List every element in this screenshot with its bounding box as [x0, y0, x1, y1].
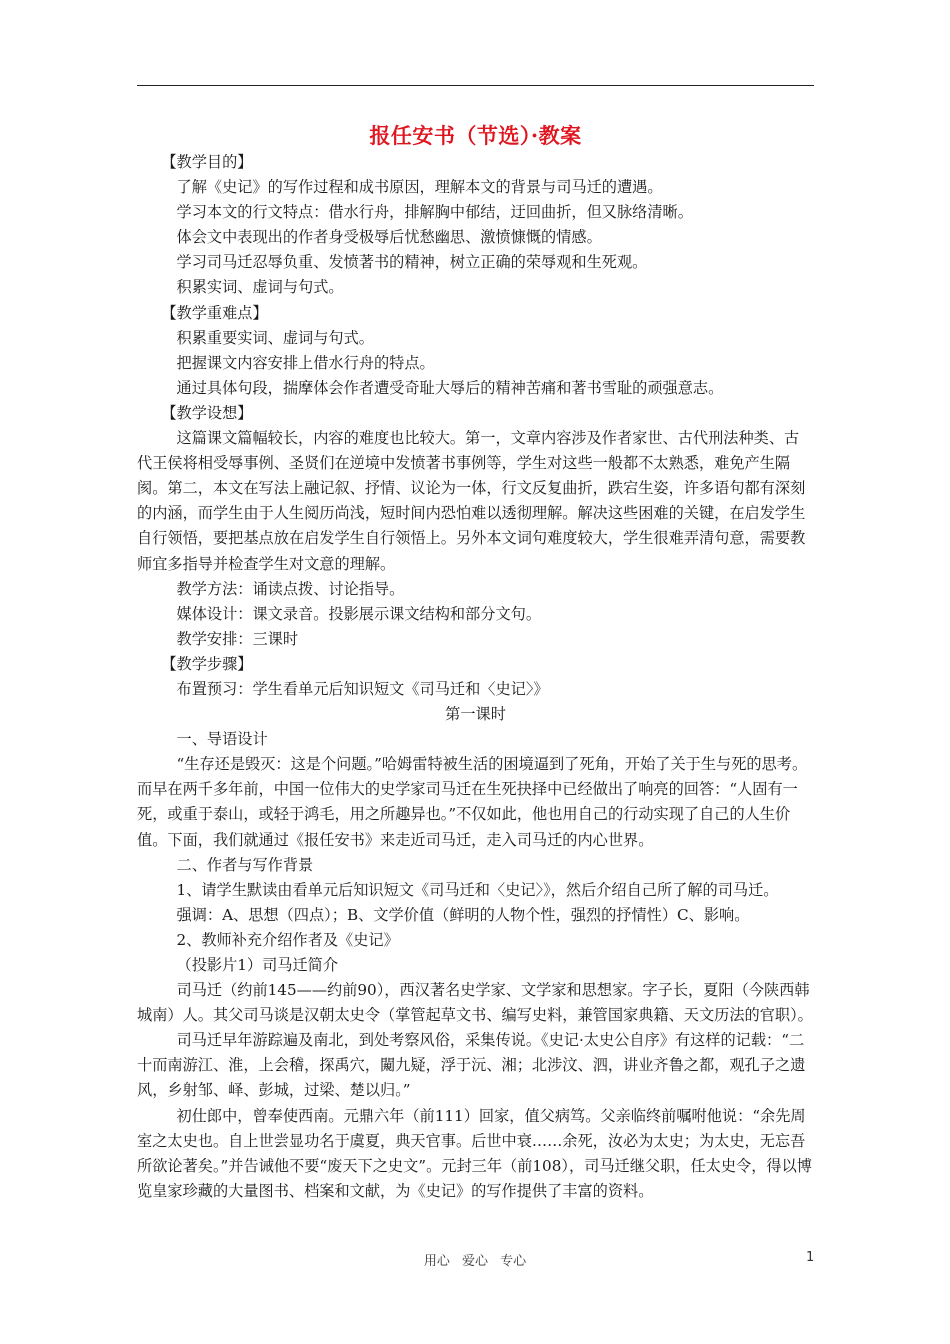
footer-motto: 用心 爱心 专心 — [423, 1254, 527, 1269]
lesson-heading: 第一课时 — [445, 705, 506, 724]
section-heading: 【教学目的】 — [161, 153, 253, 171]
paragraph: 初仕郎中，曾奉使西南。元鼎六年（前111）回家，值父病笃。父亲临终前嘱咐他说：“余先周室之太史也。自上世尝显功名于虞夏，典天官事。后世中衰……余死，汝必为太史；为太史，无忘吾所欲论著矣。”并告诫他不要“废天下之史文”。元封三年（前108），司马迁继父职，任太史令，得以博览皇家珍藏的大量图书、档案和文献，为《史记》的写作提供了丰富的资料。 — [137, 1106, 812, 1200]
paragraph: 学习本文的行文特点：借水行舟，排解胸中郁结，迂回曲折，但又脉络清晰。 — [176, 203, 693, 222]
paragraph: （投影片1）司马迁简介 — [176, 956, 339, 974]
section-heading: 【教学重难点】 — [161, 303, 268, 322]
paragraph: 通过具体句段，揣摩体会作者遭受奇耻大辱后的精神苦痛和著书雪耻的顽强意志。 — [176, 378, 724, 397]
paragraph: 二、作者与写作背景 — [176, 855, 314, 874]
section-heading: 【教学设想】 — [161, 403, 253, 422]
paragraph: 司马迁（约前145——约前90），西汉著名史学家、文学家和思想家。字子长，夏阳（今陕西韩城南）人。其父司马谈是汉朝太史令（掌管起草文书、编写史料，兼管国家典籍、天文历法的官职）。 — [137, 981, 813, 1025]
paragraph: 2、教师补充介绍作者及《史记》 — [176, 930, 399, 949]
paragraph: 体会文中表现出的作者身受极辱后忧愁幽思、激愤慷慨的情感。 — [176, 228, 602, 247]
paragraph: 了解《史记》的写作过程和成书原因，理解本文的背景与司马迁的遭遇。 — [176, 178, 663, 197]
paragraph: 教学方法：诵读点拨、讨论指导。 — [176, 579, 405, 598]
paragraph: “生存还是毁灭：这是个问题。”哈姆雷特被生活的困境逼到了死角，开始了关于生与死的思考。而早在两千多年前，中国一位伟大的史学家司马迁在生死抉择中已经做出了响亮的回答：“人固有一死，或重于泰山，或轻于鸿毛，用之所趣异也。”不仅如此，他也用自己的行动实现了自己的人生价值。下面，我们就通过《报任安书》来走近司马迁，走入司马迁的内心世界。 — [137, 755, 808, 849]
paragraph: 布置预习：学生看单元后知识短文《司马迁和〈史记〉》 — [176, 679, 549, 698]
document-body — [137, 150, 814, 1204]
paragraph: 1、请学生默读由看单元后知识短文《司马迁和〈史记〉》，然后介绍自己所了解的司马迁。 — [176, 880, 779, 899]
paragraph: 把握课文内容安排上借水行舟的特点。 — [176, 353, 435, 372]
paragraph: 教学安排：三课时 — [176, 629, 299, 648]
paragraph: 媒体设计：课文录音。投影展示课文结构和部分文句。 — [176, 604, 542, 623]
page-number: 1 — [806, 1250, 815, 1265]
paragraph: 这篇课文篇幅较长，内容的难度也比较大。第一，文章内容涉及作者家世、古代刑法种类、古代王侯将相受辱事例、圣贤们在逆境中发愤著书事例等，学生对这些一般都不太熟悉，难免产生隔阂。第二，本文在写法上融记叙、抒情、议论为一体，行文反复曲折，跌宕生姿，许多语句都有深刻的内涵，而学生由于人生阅历尚浅，短时间内恐怕难以透彻理解。解决这些困难的关键，在启发学生自行领悟，要把基点放在启发学生自行领悟上。另外本文词句难度较大，学生很难弄清句意，需要教师宜多指导并检查学生对文意的理解。 — [137, 429, 806, 573]
paragraph: 司马迁早年游踪遍及南北，到处考察风俗，采集传说。《史记·太史公自序》有这样的记载：“二十而南游江、淮，上会稽，探禹穴，闚九疑，浮于沅、湘；北涉汶、泗，讲业齐鲁之都，观孔子之遗风，乡射邹、峄、彭城，过梁、楚以归。” — [137, 1031, 806, 1100]
paragraph: 一、导语设计 — [176, 730, 268, 749]
paragraph: 积累重要实词、虚词与句式。 — [176, 328, 374, 347]
header-rule — [137, 85, 814, 86]
section-heading: 【教学步骤】 — [161, 654, 253, 673]
paragraph: 学习司马迁忍辱负重、发愤著书的精神，树立正确的荣辱观和生死观。 — [176, 253, 648, 272]
page-title: 报任安书（节选）·教案 — [369, 123, 582, 148]
paragraph: 强调：A、思想（四点）；B、文学价值（鲜明的人物个性，强烈的抒情性）C、影响。 — [176, 905, 750, 924]
paragraph: 积累实词、虚词与句式。 — [176, 278, 344, 297]
